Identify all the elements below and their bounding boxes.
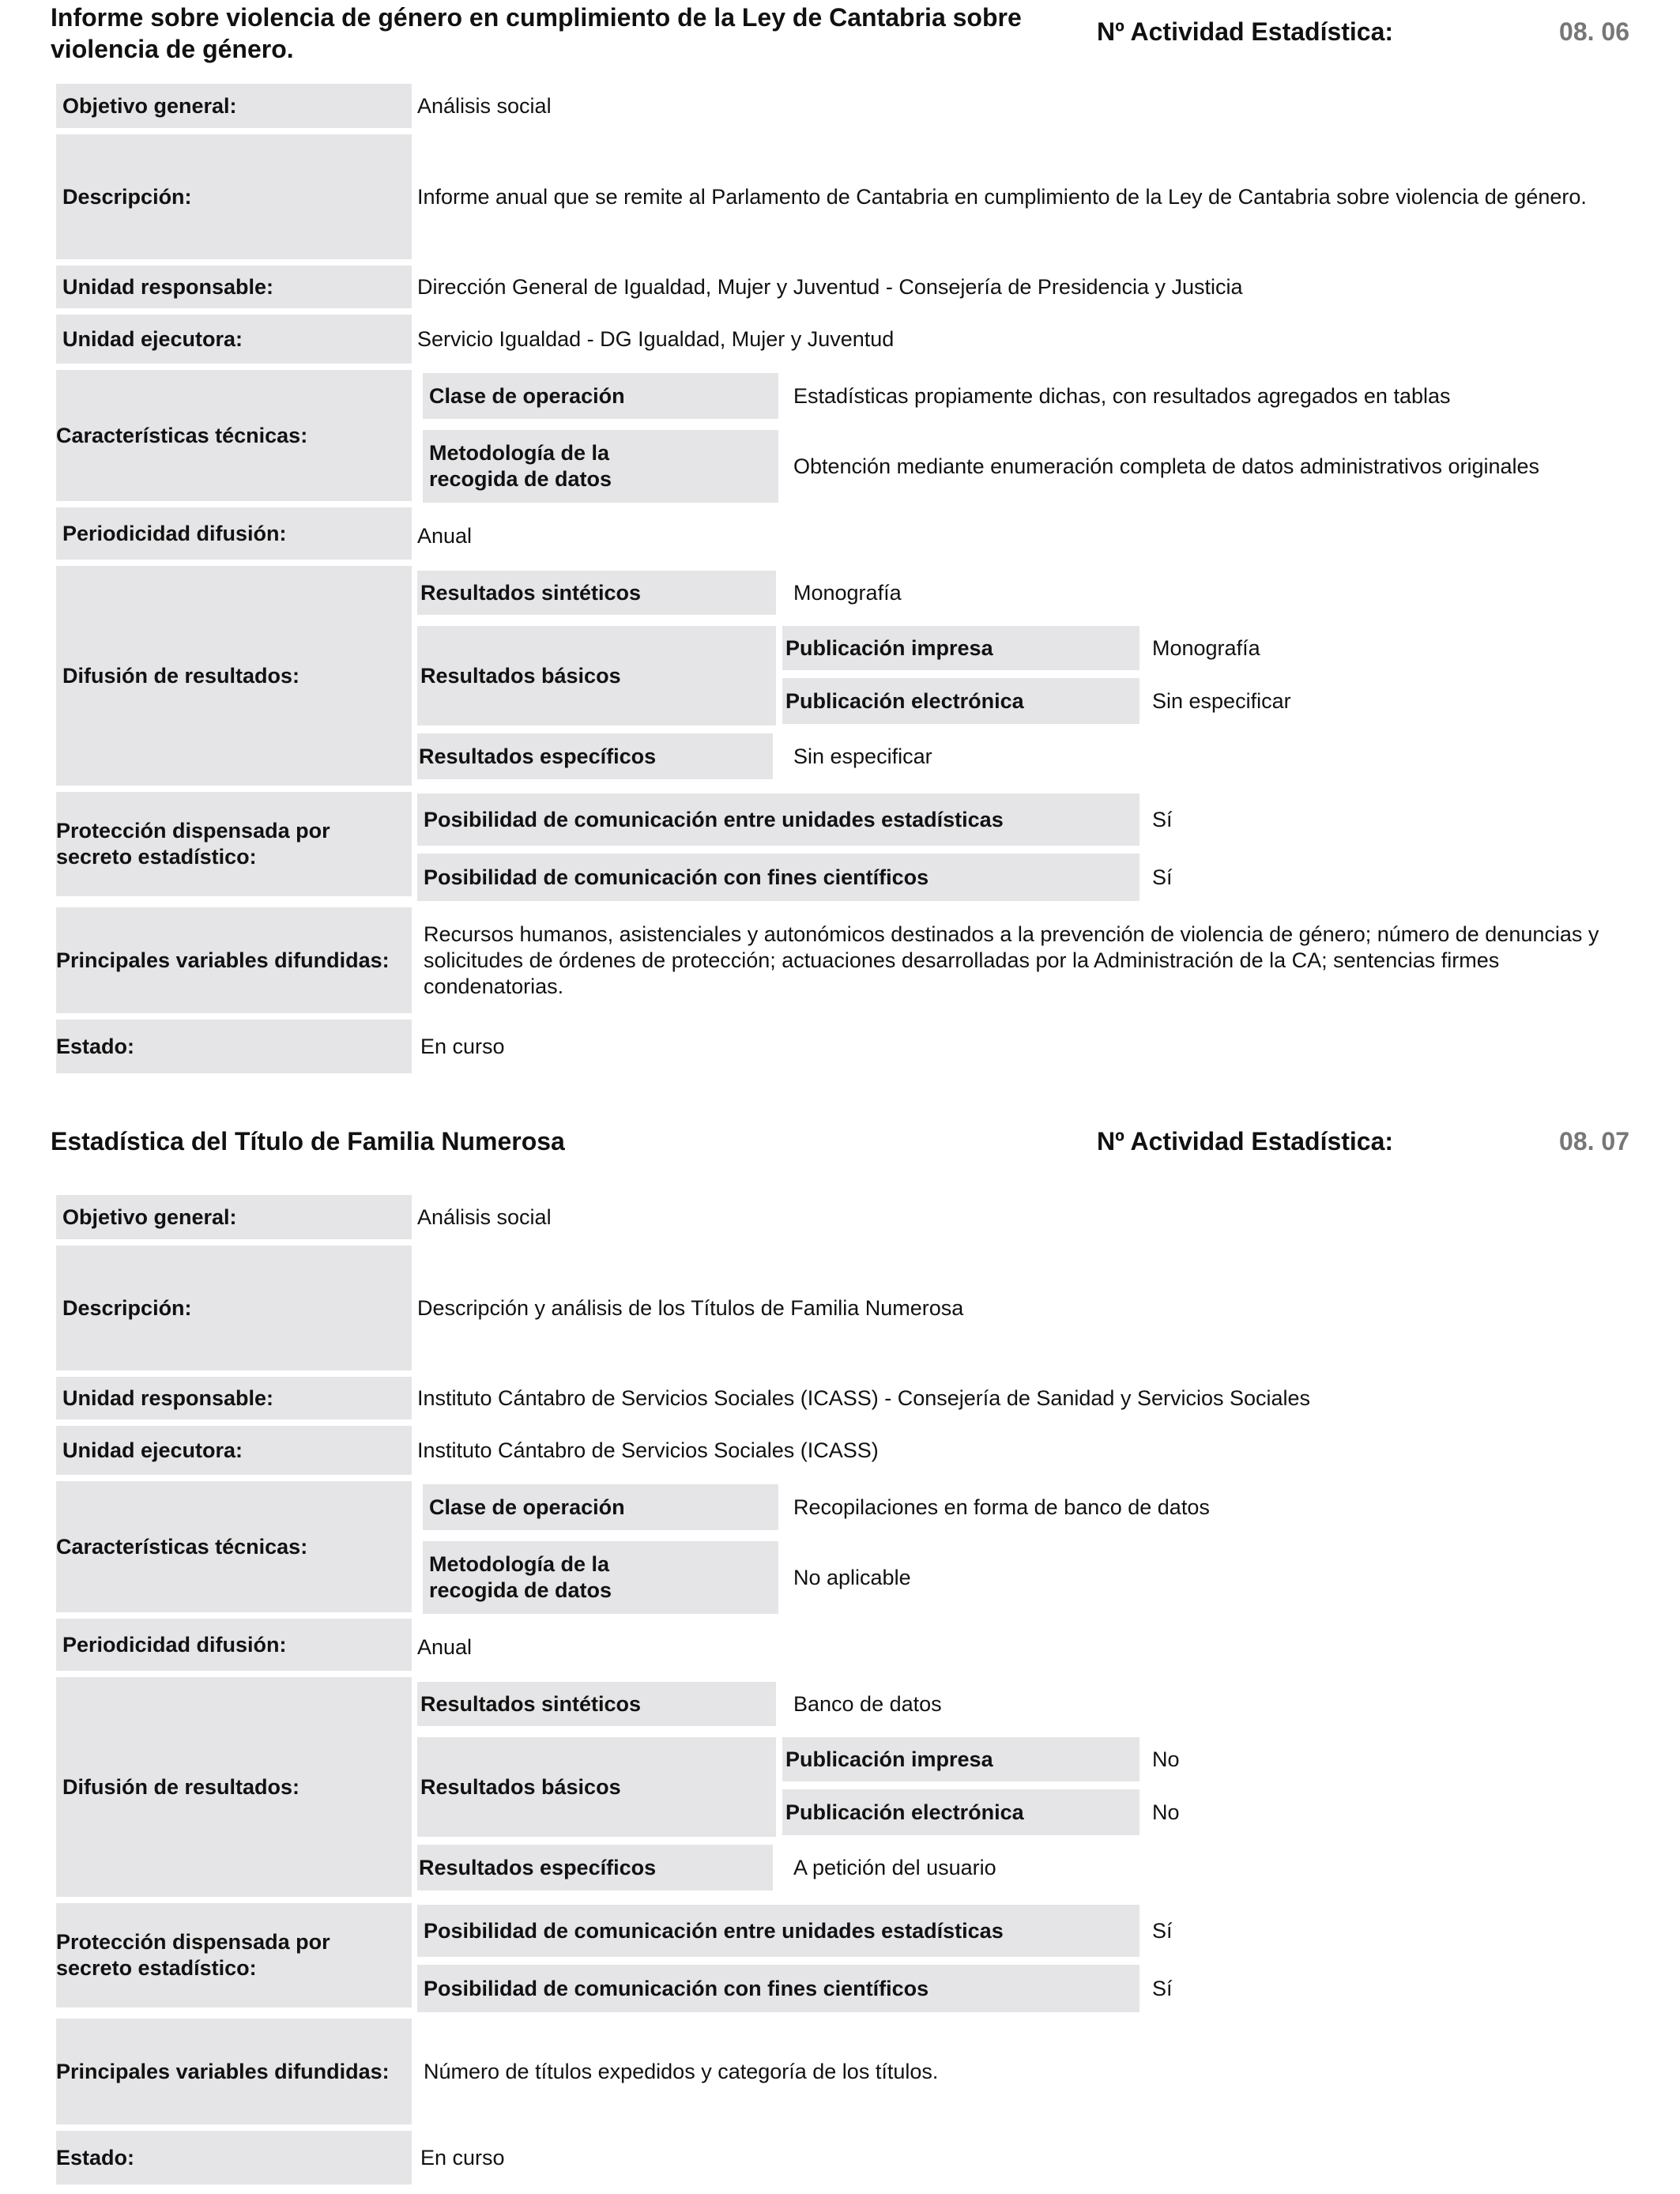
activity-number-label: Nº Actividad Estadística: — [1097, 17, 1394, 46]
especificos-label: Resultados específicos — [417, 733, 773, 779]
com-unidades-label: Posibilidad de comunicación entre unidades estadísticas — [417, 794, 1139, 846]
basicos-label: Resultados básicos — [417, 1737, 776, 1837]
clase-value: Estadísticas propiamente dichas, con resultados agregados en tablas — [793, 383, 1451, 408]
com-cientificos-label: Posibilidad de comunicación con fines científicos — [417, 1965, 1139, 2012]
basicos-label: Resultados básicos — [417, 626, 776, 726]
metodologia-label: Metodología de la recogida de datos — [423, 430, 778, 503]
com-cientificos-value: Sí — [1152, 865, 1173, 889]
periodicidad-value: Anual — [417, 523, 473, 548]
unidad-responsable-value: Instituto Cántabro de Servicios Sociales (ICASS) - Consejería de Sanidad y Servicios Sociales — [417, 1385, 1311, 1410]
objetivo-value: Análisis social — [417, 1204, 552, 1229]
estado-value: En curso — [420, 1034, 505, 1058]
caracteristicas-label: Características técnicas: — [56, 1481, 412, 1612]
sinteticos-value: Monografía — [793, 580, 902, 605]
variables-value: Recursos humanos, asistenciales y autonómicos destinados a la prevención de violencia de género; número de denuncias y solicitudes de órdenes de protección; actuaciones desarrolladas por la Administración de la CA; sentencias firmes condenatorias. — [424, 922, 1599, 998]
sinteticos-label: Resultados sintéticos — [417, 571, 776, 615]
activity-number: 08. 07 — [1559, 1127, 1629, 1155]
record-title: Estadística del Título de Familia Numerosa — [51, 1127, 565, 1155]
com-unidades-value: Sí — [1152, 807, 1173, 831]
proteccion-label: Protección dispensada por secreto estadístico: — [56, 1903, 412, 2007]
impresa-label: Publicación impresa — [782, 1737, 1139, 1781]
metodologia-value: Obtención mediante enumeración completa de datos administrativos originales — [793, 454, 1540, 478]
com-unidades-value: Sí — [1152, 1918, 1173, 1943]
descripcion-value: Descripción y análisis de los Títulos de Familia Numerosa — [417, 1295, 964, 1320]
unidad-responsable-label: Unidad responsable: — [56, 1377, 412, 1419]
especificos-label: Resultados específicos — [417, 1845, 773, 1891]
clase-label: Clase de operación — [423, 373, 778, 419]
estado-label: Estado: — [56, 2131, 412, 2185]
com-unidades-label: Posibilidad de comunicación entre unidades estadísticas — [417, 1905, 1139, 1957]
clase-value: Recopilaciones en forma de banco de datos — [793, 1495, 1210, 1519]
unidad-responsable-label: Unidad responsable: — [56, 266, 412, 308]
com-cientificos-value: Sí — [1152, 1976, 1173, 2000]
difusion-label: Difusión de resultados: — [56, 1677, 412, 1897]
caracteristicas-label: Características técnicas: — [56, 370, 412, 501]
electronica-value: No — [1152, 1800, 1180, 1824]
variables-label: Principales variables difundidas: — [56, 907, 412, 1013]
especificos-value: Sin especificar — [793, 744, 932, 768]
unidad-ejecutora-value: Servicio Igualdad - DG Igualdad, Mujer y Juventud — [417, 326, 895, 351]
periodicidad-value: Anual — [417, 1634, 473, 1659]
metodologia-value: No aplicable — [793, 1565, 911, 1589]
activity-number: 08. 06 — [1559, 17, 1629, 46]
electronica-label: Publicación electrónica — [782, 678, 1139, 724]
proteccion-label: Protección dispensada por secreto estadístico: — [56, 792, 412, 896]
unidad-ejecutora-value: Instituto Cántabro de Servicios Sociales (ICASS) — [417, 1438, 879, 1462]
descripcion-label: Descripción: — [56, 1246, 412, 1370]
variables-value: Número de títulos expedidos y categoría de los títulos. — [424, 2059, 939, 2083]
estado-label: Estado: — [56, 1020, 412, 1073]
objetivo-label: Objetivo general: — [56, 1195, 412, 1239]
unidad-responsable-value: Dirección General de Igualdad, Mujer y Juventud - Consejería de Presidencia y Justicia — [417, 274, 1243, 299]
periodicidad-label: Periodicidad difusión: — [56, 507, 412, 560]
record-title: Informe sobre violencia de género en cumplimiento de la Ley de Cantabria sobre violencia de género. — [51, 3, 1022, 63]
com-cientificos-label: Posibilidad de comunicación con fines científicos — [417, 854, 1139, 901]
clase-label: Clase de operación — [423, 1484, 778, 1530]
periodicidad-label: Periodicidad difusión: — [56, 1619, 412, 1671]
objetivo-value: Análisis social — [417, 93, 552, 118]
objetivo-label: Objetivo general: — [56, 84, 412, 128]
metodologia-label: Metodología de la recogida de datos — [423, 1541, 778, 1614]
variables-label: Principales variables difundidas: — [56, 2019, 412, 2124]
impresa-label: Publicación impresa — [782, 626, 1139, 670]
electronica-label: Publicación electrónica — [782, 1789, 1139, 1835]
electronica-value: Sin especificar — [1152, 688, 1291, 713]
descripcion-label: Descripción: — [56, 134, 412, 259]
difusion-label: Difusión de resultados: — [56, 566, 412, 786]
impresa-value: No — [1152, 1747, 1180, 1771]
sinteticos-label: Resultados sintéticos — [417, 1682, 776, 1726]
impresa-value: Monografía — [1152, 635, 1260, 660]
activity-number-label: Nº Actividad Estadística: — [1097, 1127, 1394, 1155]
unidad-ejecutora-label: Unidad ejecutora: — [56, 315, 412, 364]
especificos-value: A petición del usuario — [793, 1855, 996, 1879]
sinteticos-value: Banco de datos — [793, 1691, 942, 1716]
descripcion-value: Informe anual que se remite al Parlamento de Cantabria en cumplimiento de la Ley de Cantabria sobre violencia de género. — [417, 184, 1587, 209]
estado-value: En curso — [420, 2145, 505, 2169]
unidad-ejecutora-label: Unidad ejecutora: — [56, 1426, 412, 1475]
